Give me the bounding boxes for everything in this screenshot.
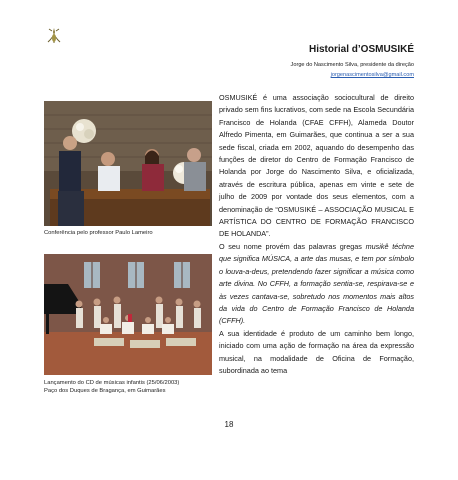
author-line: Jorge do Nascimento Silva, presidente da direção [290,62,414,68]
conference-photo [44,101,212,226]
paragraph [219,241,414,328]
caption-line: Paço dos Duques de Bragança, em Guimarães [44,388,166,394]
paragraph-text: O seu nome provém das palavras gregas [219,241,366,251]
paragraph: OSMUSIKÉ é uma associação sociocultural de direito privado sem fins lucrativos, com sede na Escola Secundária Francisco de Holanda (CFAE CFFH), Alameda Doutor Alfredo Pimenta, em Guimarães, que continua a ser a sua sede fiscal, criada em 2002, aquando do desempenho das funções de diretor do Centro de Formação Francisco de Holanda por Jorge do Nascimento Silva, e oficializada, através de escritura pública, apenas em vinte e sete de julho de 2009 por vontade dos seus elementos, com a denominação de “OSMUSIKÉ – ASSOCIAÇÃO MUSICAL E ARTÍSTICA DO CENTRO DE FORMAÇÃO FRANCISCO DE HOLANDA”. [219,93,414,239]
figure-caption [44,379,179,395]
figure-caption: Conferência pelo professor Paulo Lameiro [44,230,153,236]
article-body [219,92,414,377]
author-email-link[interactable]: jorgenascimentosilva@gmail.com [330,72,414,78]
paragraph: A sua identidade é produto de um caminho bem longo, iniciado com uma ação de formação na área da expressão musical, na modalidade de Oficina de Formação, subordinada ao tema [219,328,414,375]
paragraph-italic-text: musikê téchne que significa MÚSICA, a arte das musas, e tem por símbolo o louva-a-deus, pretendendo fazer significar a música como arte divina. No CFFH, a formação sentia-se, respirava-se e às vezes cantava-se, sobretudo nos momentos mais altos da vida do Centro de Formação Francisco de Holanda (CFFH). [219,241,414,326]
cd-launch-photo [44,254,212,375]
mantis-logo-icon [44,26,64,46]
caption-line: Lançamento do CD de músicas infantis (25/06/2003) [44,380,180,386]
page-number: 18 [224,420,234,429]
page-title: Historial d’OSMUSIKÉ [308,44,414,55]
